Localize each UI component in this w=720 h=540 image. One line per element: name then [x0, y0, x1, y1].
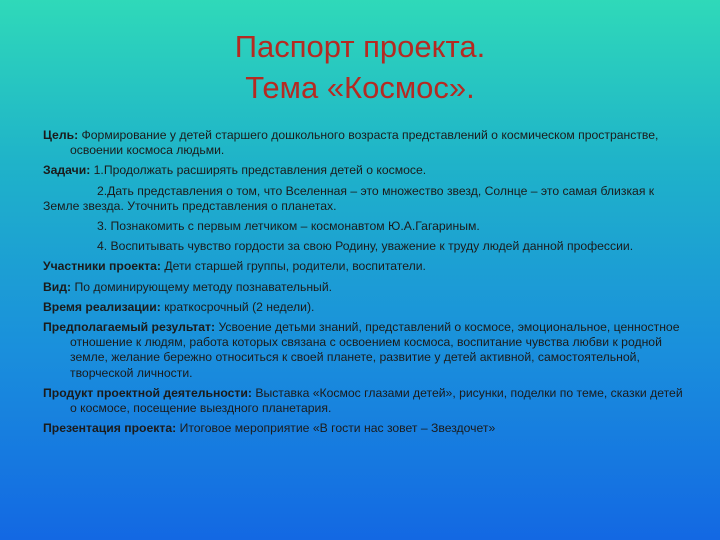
tasks-paragraph [43, 163, 683, 178]
kind-label: Вид: [43, 279, 72, 294]
participants-text: Дети старшей группы, родители, воспитатели. [164, 259, 426, 274]
expected-paragraph [43, 320, 683, 381]
goal-text: Формирование у детей старшего дошкольного возраста представлений о космическом пространстве, освоении космоса людьми. [70, 128, 659, 158]
task-item-1: 1.Продолжать расширять представления детей о космосе. [93, 163, 427, 178]
expected-label: Предполагаемый результат: [43, 320, 216, 335]
duration-label: Время реализации: [43, 299, 161, 314]
presentation-text: Итоговое мероприятие «В гости нас зовет – Звездочет» [179, 421, 496, 436]
slide-title-line-2: Тема «Космос». [245, 70, 475, 105]
presentation-label: Презентация проекта: [43, 421, 177, 436]
task-item-4-paragraph [43, 239, 683, 254]
slide-title [0, 26, 720, 108]
product-text: Выставка «Космос глазами детей», рисунки, поделки по теме, сказки детей о космосе, посещение выездного планетария. [70, 385, 683, 416]
participants-label: Участники проекта: [43, 259, 161, 274]
slide-title-line-1: Паспорт проекта. [234, 29, 486, 64]
presentation-paragraph [43, 421, 683, 436]
expected-text: Усвоение детьми знаний, представлений о космосе, эмоциональное, ценностное отношение к людям, работа которых связана с освоением космоса, воспитание чувства любви к родной земле, желание бережно относиться к своей планете, развитие у детей активной, самостоятельной, творческой личности. [70, 320, 680, 380]
product-label: Продукт проектной деятельности: [43, 385, 252, 400]
goal-paragraph [43, 128, 683, 158]
kind-text: По доминирующему методу познавательный. [74, 279, 333, 294]
task-item-4: 4. Воспитывать чувство гордости за свою Родину, уважение к труду людей данной профессии. [97, 239, 634, 254]
product-paragraph [43, 386, 683, 416]
task-item-2-paragraph [43, 184, 683, 214]
slide-content [43, 128, 683, 441]
goal-label: Цель: [43, 128, 79, 142]
task-item-2: 2.Дать представления о том, что Вселенная – это множество звезд, Солнце – это самая близкая к Земле звезда. Уточнить представления о планетах. [43, 183, 655, 213]
tasks-label: Задачи: [43, 163, 91, 178]
kind-paragraph [43, 280, 683, 295]
duration-text: краткосрочный (2 недели). [164, 299, 315, 314]
task-item-3: 3. Познакомить с первым летчиком – космонавтом Ю.А.Гагариным. [97, 219, 480, 234]
task-item-3-paragraph [43, 219, 683, 234]
participants-paragraph [43, 259, 683, 274]
duration-paragraph [43, 300, 683, 315]
